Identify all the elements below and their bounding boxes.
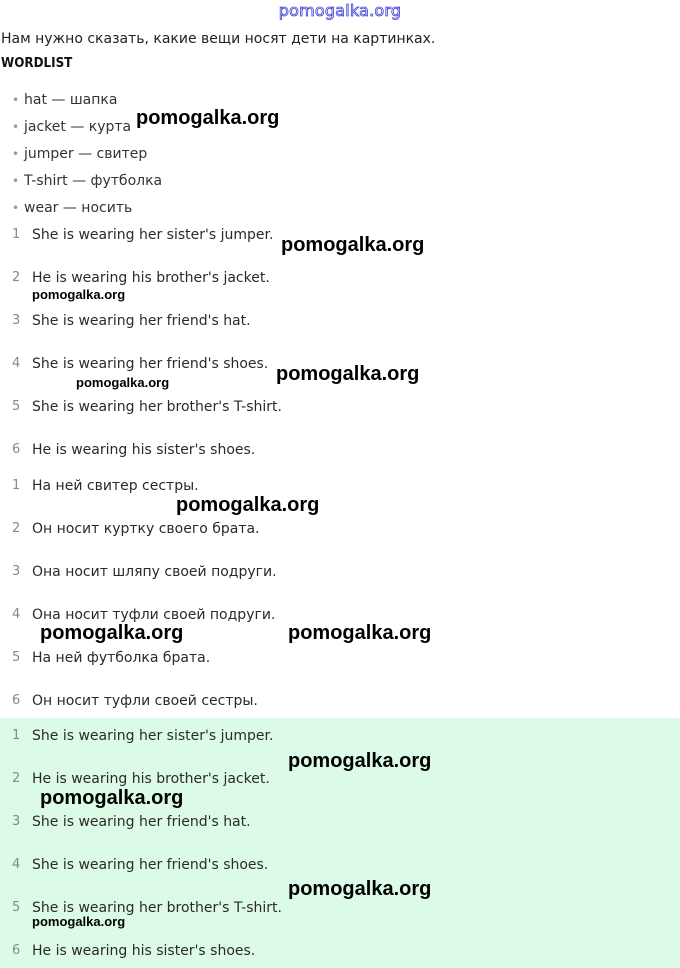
sentence-text: She is wearing her friend's hat.	[32, 814, 251, 830]
watermark: pomogalka.org	[40, 787, 184, 809]
bullet-icon: •	[12, 147, 20, 161]
watermark: pomogalka.org	[32, 287, 126, 302]
sentence-text: She is wearing her brother's T-shirt.	[32, 399, 282, 415]
sentence-text: She is wearing her sister's jumper.	[32, 728, 274, 744]
row-number: 1	[12, 728, 21, 743]
russian-sentence-row	[0, 521, 680, 543]
row-number: 2	[12, 771, 21, 786]
sentence-text: She is wearing her brother's T-shirt.	[32, 900, 282, 916]
row-number: 4	[12, 607, 21, 622]
sentence-text: She is wearing her friend's shoes.	[32, 356, 269, 372]
english-sentence-row	[0, 313, 680, 335]
sentence-text: На ней футболка брата.	[32, 650, 211, 666]
answer-sentence-row	[0, 728, 680, 750]
bullet-icon: •	[12, 93, 20, 107]
russian-sentence-row	[0, 693, 680, 715]
sentence-text: He is wearing his brother's jacket.	[32, 270, 270, 286]
watermark: pomogalka.org	[176, 494, 320, 516]
sentence-text: She is wearing her sister's jumper.	[32, 227, 274, 243]
intro-text: Нам нужно сказать, какие вещи носят дети на картинках.	[1, 31, 436, 47]
bullet-icon: •	[12, 120, 20, 134]
site-header-logo: pomogalka.org	[278, 1, 402, 20]
sentence-text: He is wearing his sister's shoes.	[32, 442, 256, 458]
sentence-text: Она носит туфли своей подруги.	[32, 607, 276, 623]
watermark: pomogalka.org	[276, 363, 420, 385]
russian-sentence-row	[0, 478, 680, 500]
row-number: 5	[12, 900, 21, 915]
wordlist-item-text: jacket — курта	[24, 119, 132, 135]
answer-sentence-row	[0, 814, 680, 836]
watermark: pomogalka.org	[288, 750, 432, 772]
sentence-text: Он носит туфли своей сестры.	[32, 693, 258, 709]
answer-sentence-row	[0, 857, 680, 879]
sentence-text: He is wearing his sister's shoes.	[32, 943, 256, 959]
english-sentence-row	[0, 442, 680, 464]
row-number: 1	[12, 478, 21, 493]
watermark: pomogalka.org	[32, 914, 126, 929]
wordlist-item	[12, 119, 131, 139]
row-number: 4	[12, 356, 21, 371]
wordlist-item-text: jumper — свитер	[24, 146, 148, 162]
russian-sentence-row	[0, 564, 680, 586]
wordlist-item-text: T-shirt — футболка	[24, 173, 163, 189]
bullet-icon: •	[12, 174, 20, 188]
row-number: 3	[12, 564, 21, 579]
sentence-text: She is wearing her friend's hat.	[32, 313, 251, 329]
wordlist-item-text: hat — шапка	[24, 92, 118, 108]
watermark: pomogalka.org	[288, 878, 432, 900]
row-number: 6	[12, 442, 21, 457]
wordlist-heading: WORDLIST	[1, 56, 73, 71]
wordlist-item	[12, 146, 147, 166]
sentence-text: Она носит шляпу своей подруги.	[32, 564, 277, 580]
bullet-icon: •	[12, 201, 20, 215]
watermark: pomogalka.org	[40, 622, 184, 644]
row-number: 4	[12, 857, 21, 872]
watermark: pomogalka.org	[76, 375, 170, 390]
row-number: 2	[12, 521, 21, 536]
watermark: pomogalka.org	[136, 107, 280, 129]
row-number: 3	[12, 814, 21, 829]
english-sentence-row	[0, 399, 680, 421]
sentence-text: She is wearing her friend's shoes.	[32, 857, 269, 873]
row-number: 2	[12, 270, 21, 285]
row-number: 5	[12, 399, 21, 414]
row-number: 5	[12, 650, 21, 665]
answer-sentence-row	[0, 943, 680, 965]
wordlist-item	[12, 200, 132, 220]
sentence-text: Он носит куртку своего брата.	[32, 521, 260, 537]
wordlist-item	[12, 92, 117, 112]
row-number: 1	[12, 227, 21, 242]
row-number: 3	[12, 313, 21, 328]
wordlist-item-text: wear — носить	[24, 200, 133, 216]
wordlist-item	[12, 173, 162, 193]
watermark: pomogalka.org	[281, 234, 425, 256]
russian-sentence-row	[0, 650, 680, 672]
row-number: 6	[12, 943, 21, 958]
row-number: 6	[12, 693, 21, 708]
watermark: pomogalka.org	[288, 622, 432, 644]
sentence-text: На ней свитер сестры.	[32, 478, 199, 494]
sentence-text: He is wearing his brother's jacket.	[32, 771, 270, 787]
